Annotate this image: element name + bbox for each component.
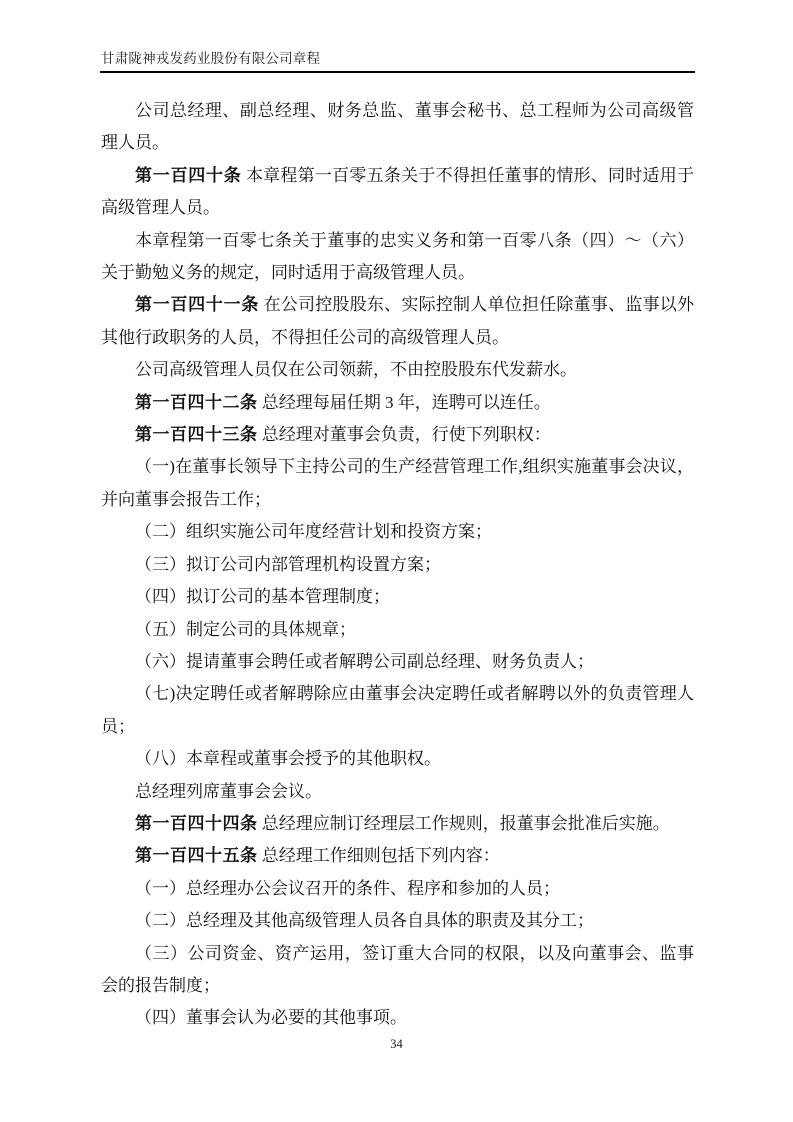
- paragraph: （二）总经理及其他高级管理人员各自具体的职责及其分工；: [135, 911, 594, 931]
- article-number: 第一百四十条: [135, 165, 242, 185]
- paragraph: 第一百四十四条 总经理应制订经理层工作规则，报董事会批准后实施。: [135, 813, 670, 833]
- paragraph: （二）组织实施公司年度经营计划和投资方案；: [135, 522, 492, 542]
- document-header-title: 甘肃陇神戎发药业股份有限公司章程: [101, 51, 321, 66]
- article-number: 第一百四十一条: [135, 295, 260, 315]
- paragraph: （四）拟订公司的基本管理制度；: [135, 587, 390, 607]
- paragraph: 第一百四十一条 在公司控股股东、实际控制人单位担任除董事、监事以外其他行政职务的人员，不得担任公司的高级管理人员。: [101, 295, 695, 347]
- paragraph: 本章程第一百零七条关于董事的忠实义务和第一百零八条（四）～（六）关于勤勉义务的规定，同时适用于高级管理人员。: [101, 230, 694, 283]
- paragraph: （一)在董事长领导下主持公司的生产经营管理工作,组织实施董事会决议，并向董事会报告工作；: [101, 457, 694, 509]
- article-number: 第一百四十三条: [135, 425, 258, 445]
- article-number: 第一百四十二条: [135, 392, 258, 412]
- paragraph: （三）公司资金、资产运用，签订重大合同的权限，以及向董事会、监事会的报告制度；: [101, 943, 694, 995]
- paragraph: 第一百四十二条 总经理每届任期 3 年，连聘可以连任。: [135, 392, 551, 412]
- paragraph: （六）提请董事会聘任或者解聘公司副总经理、财务负责人；: [135, 651, 594, 671]
- paragraph: （八）本章程或董事会授予的其他职权。: [135, 749, 441, 769]
- paragraph: 公司总经理、副总经理、财务总监、董事会秘书、总工程师为公司高级管理人员。: [101, 101, 694, 153]
- paragraph: （一）总经理办公会议召开的条件、程序和参加的人员；: [135, 878, 560, 898]
- paragraph: （三）拟订公司内部管理机构设置方案；: [135, 554, 441, 574]
- document-body: [101, 95, 694, 1035]
- paragraph: 第一百四十条 本章程第一百零五条关于不得担任董事的情形、同时适用于高级管理人员。: [101, 165, 694, 218]
- paragraph: 第一百四十五条 总经理工作细则包括下列内容：: [135, 846, 500, 866]
- page-number: 34: [390, 1037, 403, 1051]
- paragraph: （七)决定聘任或者解聘除应由董事会决定聘任或者解聘以外的负责管理人员；: [101, 684, 694, 736]
- paragraph: （五）制定公司的具体规章；: [135, 619, 356, 639]
- article-number: 第一百四十五条: [135, 846, 258, 866]
- paragraph: 第一百四十三条 总经理对董事会负责，行使下列职权：: [135, 425, 551, 445]
- paragraph: （四）董事会认为必要的其他事项。: [135, 1008, 407, 1028]
- header-rule: [100, 71, 695, 73]
- article-number: 第一百四十四条: [135, 813, 258, 833]
- paragraph: 总经理列席董事会会议。: [135, 781, 322, 801]
- paragraph: 公司高级管理人员仅在公司领薪，不由控股股东代发薪水。: [135, 360, 577, 380]
